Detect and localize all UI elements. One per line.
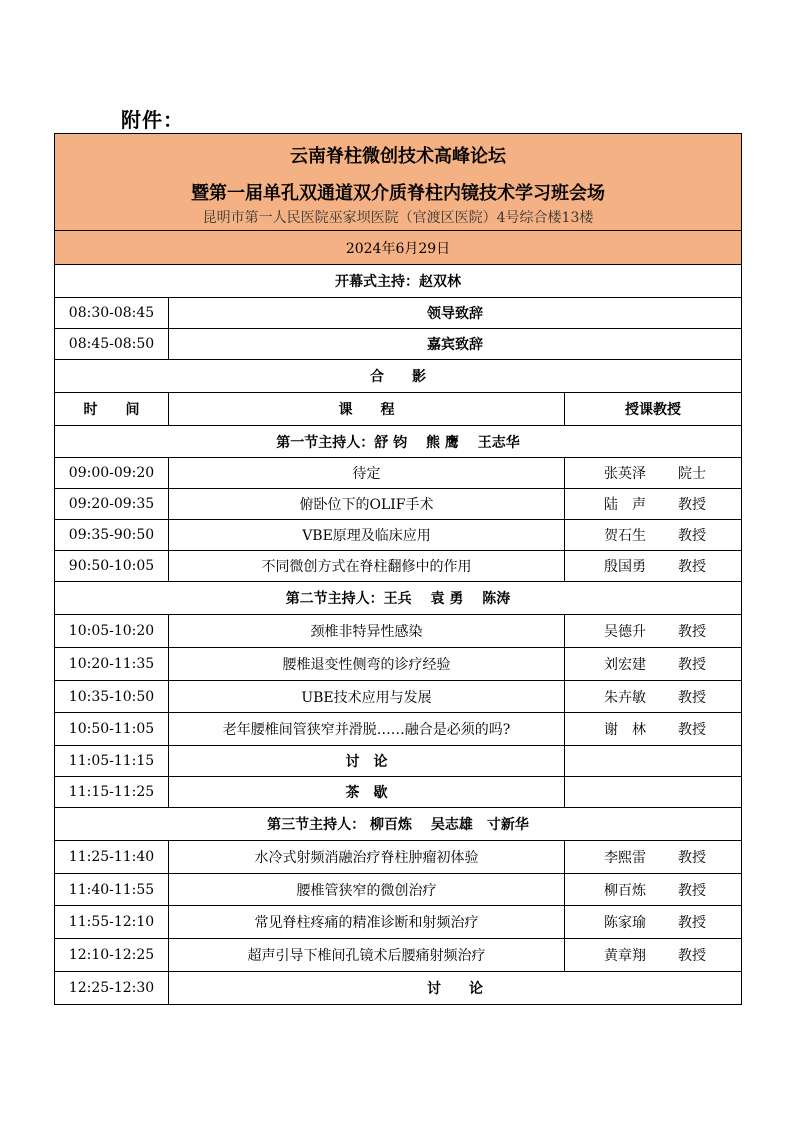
teacher-cell [565,681,742,713]
time-cell: 12:25-12:30 [55,972,169,1005]
time-cell: 09:20-09:35 [55,489,169,520]
time-cell: 10:20-11:35 [55,648,169,681]
opening-host-row [55,265,742,298]
discussion-cell: 讨 论 [169,972,742,1005]
table-row [55,298,742,329]
teacher-role: 院士 [678,466,706,482]
session-host-row [55,808,742,841]
table-row [55,939,742,972]
table-row [55,329,742,360]
program-title: 嘉宾致辞 [169,329,742,360]
course-cell: 颈椎非特异性感染 [169,615,565,648]
column-header-time: 时 间 [55,393,169,426]
teacher-role: 教授 [678,559,706,575]
time-cell: 09:00-09:20 [55,458,169,489]
course-cell: VBE原理及临床应用 [169,520,565,551]
table-row [55,906,742,939]
teacher-role: 教授 [678,850,706,866]
teacher-name: 刘宏建 [604,657,646,673]
schedule-table [54,133,742,1005]
table-row [55,874,742,906]
teacher-name: 黄章翔 [604,948,646,964]
course-cell: 常见脊柱疼痛的精准诊断和射频治疗 [169,906,565,939]
time-cell: 10:35-10:50 [55,681,169,713]
time-cell: 10:50-11:05 [55,713,169,746]
teacher-name: 李熙雷 [604,850,646,866]
course-cell: 老年腰椎间管狭窄并滑脱……融合是必须的吗? [169,713,565,746]
teacher-cell [565,458,742,489]
teacher-role: 教授 [678,948,706,964]
course-cell: 超声引导下椎间孔镜术后腰痛射频治疗 [169,939,565,972]
time-cell: 11:25-11:40 [55,841,169,874]
course-cell: 俯卧位下的OLIF手术 [169,489,565,520]
session-host: 第一节主持人：舒 钧 熊 鹰 王志华 [55,426,742,458]
tea-break-cell: 茶 歇 [169,777,565,808]
teacher-cell [565,615,742,648]
table-row [55,551,742,582]
time-cell: 11:15-11:25 [55,777,169,808]
session-host-row [55,582,742,615]
session-host-row [55,426,742,458]
teacher-cell [565,906,742,939]
table-row [55,777,742,808]
photo-row [55,360,742,393]
teacher-cell [565,551,742,582]
teacher-cell [565,489,742,520]
program-title: 领导致辞 [169,298,742,329]
group-photo: 合 影 [55,360,742,393]
course-cell: 腰椎管狭窄的微创治疗 [169,874,565,906]
teacher-role: 教授 [678,624,706,640]
header-title-row [55,134,742,231]
column-header-row [55,393,742,426]
teacher-role: 教授 [678,657,706,673]
table-row [55,520,742,551]
table-row [55,972,742,1005]
teacher-role: 教授 [678,915,706,931]
table-row [55,713,742,746]
teacher-name: 朱卉敏 [604,689,646,706]
attachment-label: 附件： [121,108,184,132]
time-cell: 08:30-08:45 [55,298,169,329]
opening-host: 开幕式主持：赵双林 [55,265,742,298]
teacher-name: 陆 声 [604,497,646,513]
teacher-cell [565,713,742,746]
column-header-teacher: 授课教授 [565,393,742,426]
time-cell: 11:05-11:15 [55,746,169,777]
time-cell: 90:50-10:05 [55,551,169,582]
teacher-cell [565,520,742,551]
teacher-name: 陈家瑜 [604,915,646,931]
course-cell: UBE技术应用与发展 [169,681,565,713]
table-row [55,681,742,713]
time-cell: 11:40-11:55 [55,874,169,906]
teacher-name: 谢 林 [604,722,646,738]
date-row [55,231,742,265]
course-cell: 不同微创方式在脊柱翻修中的作用 [169,551,565,582]
teacher-cell [565,939,742,972]
course-cell: 待定 [169,458,565,489]
teacher-role: 教授 [678,689,706,706]
time-cell: 08:45-08:50 [55,329,169,360]
table-row [55,746,742,777]
teacher-name: 吴德升 [604,624,646,640]
time-cell: 09:35-90:50 [55,520,169,551]
table-row [55,489,742,520]
teacher-name: 柳百炼 [604,882,646,899]
venue: 昆明市第一人民医院巫家坝医院（官渡区医院）4号综合楼13楼 [202,210,594,226]
teacher-role: 教授 [678,722,706,738]
teacher-name: 贺石生 [604,528,646,544]
course-cell: 腰椎退变性侧弯的诊疗经验 [169,648,565,681]
teacher-name: 殷国勇 [604,559,646,575]
time-cell: 10:05-10:20 [55,615,169,648]
event-date: 2024年6月29日 [55,231,742,265]
teacher-name: 张英泽 [604,466,646,482]
teacher-role: 教授 [678,497,706,513]
teacher-cell [565,841,742,874]
time-cell: 11:55-12:10 [55,906,169,939]
table-row [55,615,742,648]
session-host: 第二节主持人：王兵 袁 勇 陈涛 [55,582,742,615]
table-row [55,648,742,681]
table-row [55,841,742,874]
course-cell: 水冷式射频消融治疗脊柱肿瘤初体验 [169,841,565,874]
empty-teacher-cell [565,777,742,808]
teacher-role: 教授 [678,528,706,544]
teacher-cell [565,648,742,681]
discussion-cell: 讨 论 [169,746,565,777]
teacher-cell [565,874,742,906]
forum-title: 云南脊柱微创技术高峰论坛 [290,146,506,167]
session-host: 第三节主持人： 柳百炼 吴志雄 寸新华 [55,808,742,841]
teacher-role: 教授 [678,882,706,899]
table-row [55,458,742,489]
time-cell: 12:10-12:25 [55,939,169,972]
empty-teacher-cell [565,746,742,777]
forum-subtitle: 暨第一届单孔双通道双介质脊柱内镜技术学习班会场 [191,183,605,204]
column-header-course: 课 程 [169,393,565,426]
